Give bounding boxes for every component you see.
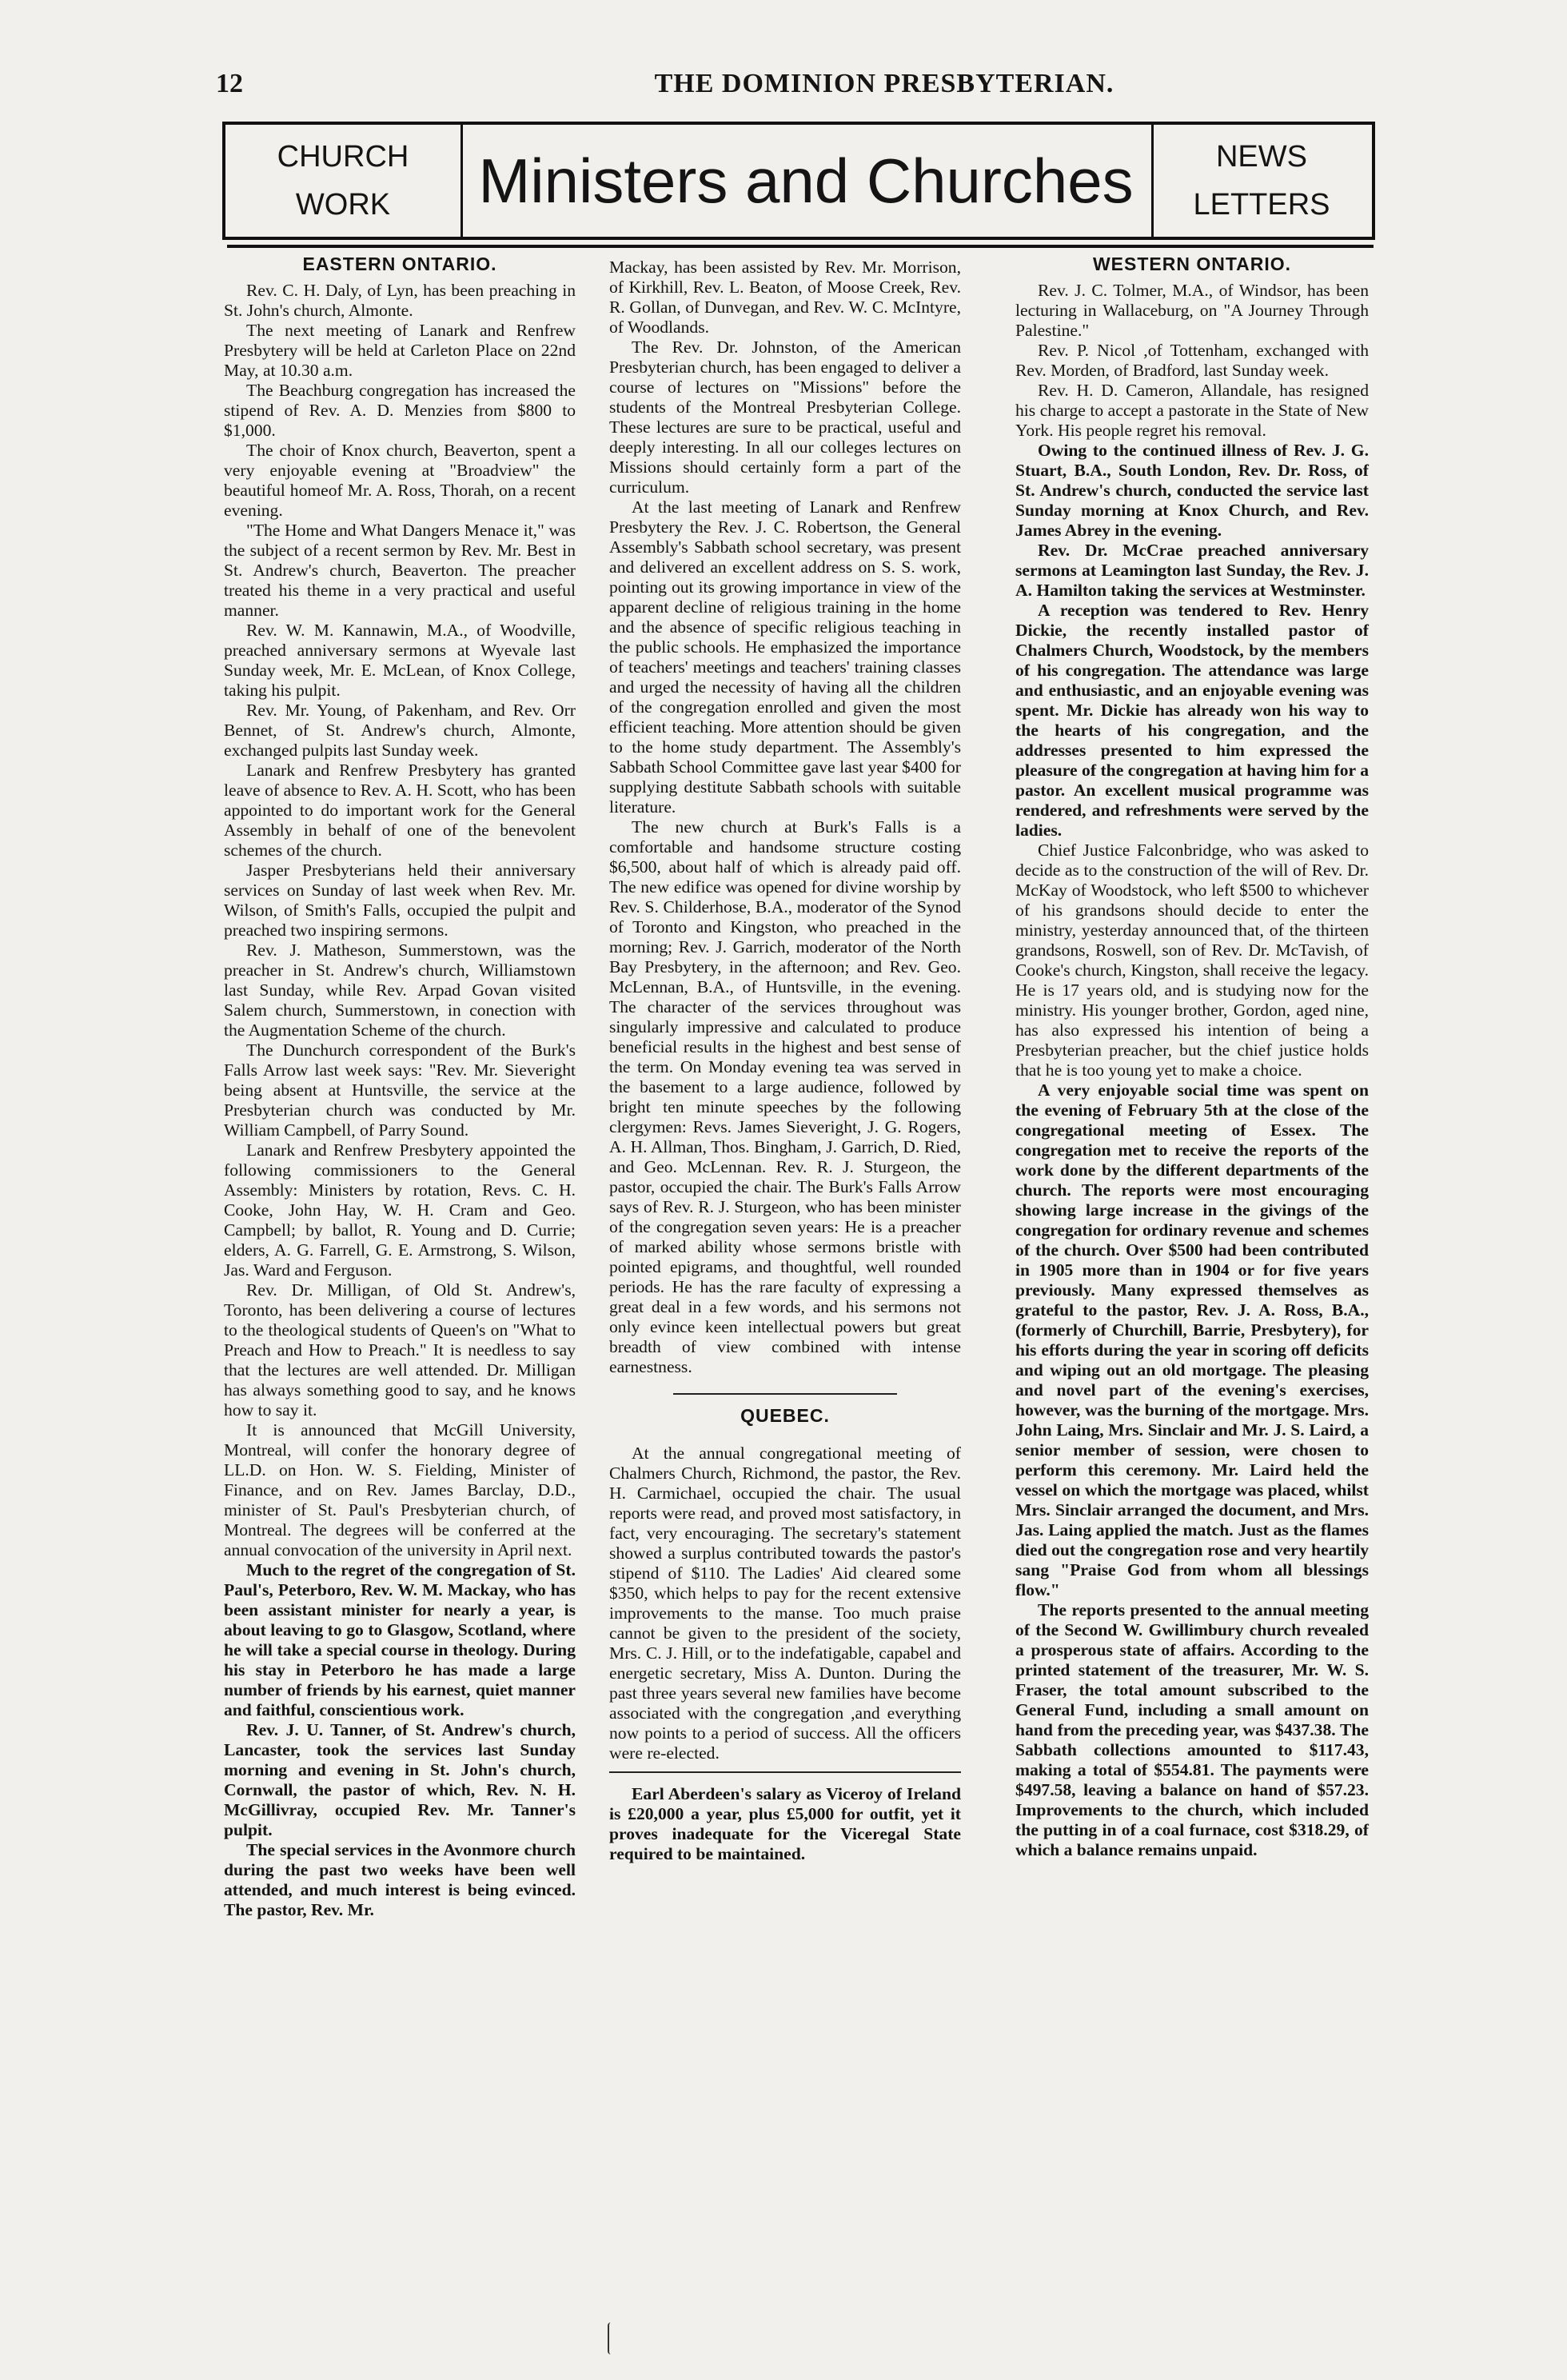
- article-paragraph: A reception was tendered to Rev. Henry Dickie, the recently installed pastor of Chalmers Church, Woodstock, by the members of his congregation. The attendance was large and enthusiastic, and an enjoyable evening was spent. Mr. Dickie has already won his way to the hearts of his congregation, and the addresses presented to him expressed the pleasure of the congregation at having him for a pastor. An excellent musical programme was rendered, and refreshments were served by the ladies.: [1015, 601, 1369, 840]
- article-divider: [609, 1771, 961, 1773]
- article-paragraph: Jasper Presbyterians held their anniversary services on Sunday of last week when Rev. Mr. Wilson, of Smith's Falls, occupied the pulpit and preached two inspiring sermons.: [224, 861, 576, 940]
- article-paragraph: Rev. J. Matheson, Summerstown, was the preacher in St. Andrew's church, Williamstown last Sunday, while Rev. Arpad Govan visited Salem church, Summerstown, in conection with the Augmentation Scheme of the church.: [224, 940, 576, 1040]
- article-paragraph: Rev. C. H. Daly, of Lyn, has been preaching in St. John's church, Almonte.: [224, 281, 576, 320]
- page-blemish: [608, 2322, 616, 2354]
- header-rule: [227, 245, 1374, 248]
- publication-title: THE DOMINION PRESBYTERIAN.: [654, 69, 1114, 98]
- masthead-left-line-2: WORK: [295, 188, 391, 222]
- masthead-right-line-2: LETTERS: [1193, 188, 1330, 222]
- article-paragraph: Rev. Dr. McCrae preached anniversary sermons at Leamington last Sunday, the Rev. J. A. Hamilton taking the services at Westminster.: [1015, 541, 1369, 600]
- article-paragraph: Earl Aberdeen's salary as Viceroy of Ireland is £20,000 a year, plus £5,000 for outfit, yet it proves inadequate for the Viceregal State required to be maintained.: [609, 1784, 961, 1863]
- article-paragraph: Rev. J. C. Tolmer, M.A., of Windsor, has been lecturing in Wallaceburg, on "A Journey Through Palestine.": [1015, 281, 1369, 340]
- article-paragraph: The next meeting of Lanark and Renfrew Presbytery will be held at Carleton Place on 22nd May, at 10.30 a.m.: [224, 321, 576, 380]
- masthead-title-box: [461, 125, 1154, 237]
- section-divider: [673, 1393, 897, 1395]
- page-number: 12: [216, 69, 243, 98]
- section-masthead: [222, 122, 1375, 240]
- article-paragraph: Chief Justice Falconbridge, who was asked to decide as to the construction of the will of Rev. Dr. McKay of Woodstock, who left $500 to whichever of his grandsons should decide to enter the ministry, yesterday announced that, of the thirteen grandsons, Roswell, son of Rev. Dr. McTavish, of Cooke's church, Kingston, shall receive the legacy. He is 17 years old, and is studying now for the ministry. His younger brother, Gordon, aged nine, has also expressed his intention of being a Presbyterian preacher, but the chief justice holds that he is too young yet to make a choice.: [1015, 841, 1369, 1080]
- eastern-ontario-heading: EASTERN ONTARIO.: [302, 254, 497, 274]
- article-paragraph: Lanark and Renfrew Presbytery has granted leave of absence to Rev. A. H. Scott, who has been appointed to do important work for the General Assembly in behalf of one of the benevolent schemes of the church.: [224, 761, 576, 860]
- article-paragraph: The special services in the Avonmore church during the past two weeks have been well attended, and much interest is being evinced. The pastor, Rev. Mr.: [224, 1840, 576, 1919]
- article-paragraph: The new church at Burk's Falls is a comfortable and handsome structure costing $6,500, about half of which is already paid off. The new edifice was opened for divine worship by Rev. S. Childerhose, B.A., moderator of the Synod of Toronto and Kingston, who preached in the morning; Rev. J. Garrich, moderator of the North Bay Presbytery, in the afternoon; and Rev. Geo. McLennan, B.A., of Huntsville, in the evening. The character of the services throughout was singularly impressive and calculated to produce beneficial results in the highest and best sense of the term. On Monday evening tea was served in the basement to a large audience, followed by bright ten minute speeches by the following clergymen: Revs. James Sieveright, J. G. Rogers, A. H. Allman, Thos. Bingham, J. Garrich, D. Ried, and Geo. McLennan. Rev. R. J. Sturgeon, the pastor, occupied the chair. The Burk's Falls Arrow says of Rev. R. J. Sturgeon, who has been minister of the congregation seven years: He is a preacher of marked ability whose sermons bristle with pointed epigrams, and thoughtful, well rounded periods. He has the rare faculty of expressing a great deal in a few words, and his sermons not only evince keen intellectual powers but great breadth of view combined with intense earnestness.: [609, 817, 961, 1376]
- masthead-right-box: [1151, 125, 1372, 237]
- article-paragraph: Rev. Dr. Milligan, of Old St. Andrew's, Toronto, has been delivering a course of lectures to the theological students of Queen's on "What to Preach and How to Preach." It is needless to say that the lectures are well attended. Dr. Milligan has always something good to say, and he knows how to say it.: [224, 1280, 576, 1420]
- article-paragraph: The Beachburg congregation has increased the stipend of Rev. A. D. Menzies from $800 to $1,000.: [224, 381, 576, 440]
- column-middle: [609, 253, 961, 1864]
- article-paragraph: The Rev. Dr. Johnston, of the American Presbyterian church, has been engaged to deliver a course of lectures on "Missions" before the students of the Montreal Presbyterian College. These lectures are sure to be practical, useful and deeply interesting. In all our colleges lectures on Missions should certainly form a part of the curriculum.: [609, 337, 961, 497]
- article-paragraph: It is announced that McGill University, Montreal, will confer the honorary degree of LL.D. on Hon. W. S. Fielding, Minister of Finance, and on Rev. James Barclay, D.D., minister of St. Paul's Presbyterian church, of Montreal. The degrees will be conferred at the annual convocation of the university in April next.: [224, 1420, 576, 1559]
- article-paragraph: Rev. Mr. Young, of Pakenham, and Rev. Orr Bennet, of St. Andrew's church, Almonte, exchanged pulpits last Sunday week.: [224, 701, 576, 760]
- article-paragraph: Rev. H. D. Cameron, Allandale, has resigned his charge to accept a pastorate in the State of New York. His people regret his removal.: [1015, 381, 1369, 440]
- article-paragraph: At the last meeting of Lanark and Renfrew Presbytery the Rev. J. C. Robertson, the General Assembly's Sabbath school secretary, was present and delivered an excellent address on S. S. work, pointing out its growing importance in view of the apparent decline of religious training in the home and the absence of specific religious teaching in the public schools. He emphasized the importance of teachers' meetings and teachers' training classes and urged the necessity of having all the children of the congregation enrolled and given the most efficient teaching. More attention should be given to the home study department. The Assembly's Sabbath School Committee gave last year $400 for supplying destitute Sabbath schools with suitable literature.: [609, 497, 961, 817]
- article-paragraph: A very enjoyable social time was spent on the evening of February 5th at the close of the congregational meeting of Essex. The congregation met to receive the reports of the work done by the different departments of the church. The reports were most encouraging showing large increase in the givings of the congregation for ordinary revenue and schemes of the church. Over $500 had been contributed in 1905 more than in 1904 or for five years previously. Many expressed themselves as grateful to the pastor, Rev. J. A. Ross, B.A., (formerly of Churchill, Barrie, Presbytery), for his efforts during the year in scoring off deficits and wiping out an old mortgage. The pleasing and novel part of the evening's exercises, however, was the burning of the mortgage. Mrs. John Laing, Mrs. Sinclair and Mr. J. S. Laird, a senior member of session, were chosen to perform this ceremony. Mr. Laird held the vessel on which the mortgage was placed, whilst Mrs. Sinclair arranged the document, and Mrs. Jas. Laing applied the match. Just as the flames died out the congregation rose and very heartily sang "Praise God from whom all blessings flow.": [1015, 1080, 1369, 1599]
- quebec-heading: QUEBEC.: [740, 1405, 830, 1426]
- masthead-left-box: [225, 125, 463, 237]
- article-paragraph: Rev. P. Nicol ,of Tottenham, exchanged with Rev. Morden, of Bradford, last Sunday week.: [1015, 341, 1369, 380]
- masthead-right-line-1: NEWS: [1215, 140, 1307, 174]
- article-paragraph: Owing to the continued illness of Rev. J. G. Stuart, B.A., South London, Rev. Dr. Ross, of St. Andrew's church, conducted the service last Sunday morning at Knox Church, and Rev. James Abrey in the evening.: [1015, 441, 1369, 540]
- article-paragraph: The choir of Knox church, Beaverton, spent a very enjoyable evening at "Broadview" the beautiful homeof Mr. A. Ross, Thorah, on a recent evening.: [224, 441, 576, 520]
- article-paragraph: "The Home and What Dangers Menace it," was the subject of a recent sermon by Rev. Mr. Best in St. Andrew's church, Beaverton. The preacher treated his theme in a very practical and useful manner.: [224, 521, 576, 620]
- section-title: Ministers and Churches: [478, 145, 1134, 216]
- article-paragraph: The Dunchurch correspondent of the Burk's Falls Arrow last week says: "Rev. Mr. Sieveright being absent at Huntsville, the service at the Presbyterian church was conducted by Mr. William Campbell, of Parry Sound.: [224, 1040, 576, 1140]
- masthead-left-line-1: CHURCH: [277, 140, 409, 174]
- article-paragraph: Mackay, has been assisted by Rev. Mr. Morrison, of Kirkhill, Rev. L. Beaton, of Moose Creek, Rev. R. Gollan, of Dunvegan, and Rev. W. C. McIntyre, of Woodlands.: [609, 258, 961, 337]
- article-paragraph: Rev. J. U. Tanner, of St. Andrew's church, Lancaster, took the services last Sunday morning and evening in St. John's church, Cornwall, the pastor of which, Rev. N. H. McGillivray, occupied Rev. Mr. Tanner's pulpit.: [224, 1720, 576, 1839]
- column-western-ontario: [1015, 253, 1369, 1860]
- article-paragraph: The reports presented to the annual meeting of the Second W. Gwillimbury church revealed a prosperous state of affairs. According to the printed statement of the treasurer, Mr. W. S. Fraser, the total amount subscribed to the General Fund, including a small amount on hand from the preceding year, was $437.38. The Sabbath collections amounted to $117.43, making a total of $554.81. The payments were $497.58, leaving a balance on hand of $57.23. Improvements to the church, which included the putting in of a coal furnace, cost $318.29, of which a balance remains unpaid.: [1015, 1600, 1369, 1859]
- article-paragraph: Lanark and Renfrew Presbytery appointed the following commissioners to the General Assembly: Ministers by rotation, Revs. C. H. Cooke, John Hay, W. H. Cram and Geo. Campbell; by ballot, R. Young and D. Currie; elders, A. G. Farrell, G. E. Armstrong, S. Wilson, Jas. Ward and Ferguson.: [224, 1140, 576, 1280]
- western-ontario-heading: WESTERN ONTARIO.: [1092, 254, 1292, 274]
- column-eastern-ontario: [224, 253, 576, 1920]
- article-paragraph: Much to the regret of the congregation of St. Paul's, Peterboro, Rev. W. M. Mackay, who has been assistant minister for nearly a year, is about leaving to go to Glasgow, Scotland, where he will take a special course in theology. During his stay in Peterboro he has made a large number of friends by his earnest, quiet manner and faithful, conscientious work.: [224, 1560, 576, 1719]
- running-header: [217, 66, 1455, 107]
- article-paragraph: Rev. W. M. Kannawin, M.A., of Woodville, preached anniversary sermons at Wyevale last Sunday week, Mr. E. McLean, of Knox College, taking his pulpit.: [224, 621, 576, 700]
- article-paragraph: At the annual congregational meeting of Chalmers Church, Richmond, the pastor, the Rev. H. Carmichael, occupied the chair. The usual reports were read, and proved most satisfactory, in fact, very encouraging. The secretary's statement showed a surplus contributed towards the pastor's stipend of $110. The Ladies' Aid cleared some $350, which helps to pay for the recent extensive improvements to the manse. Too much praise cannot be given to the president of the society, Mrs. C. J. Hill, or to the indefatigable, capabel and energetic secretary, Miss A. Dunton. During the past three years several new families have become associated with the congregation ,and everything now points to a period of success. All the officers were re-elected.: [609, 1444, 961, 1763]
